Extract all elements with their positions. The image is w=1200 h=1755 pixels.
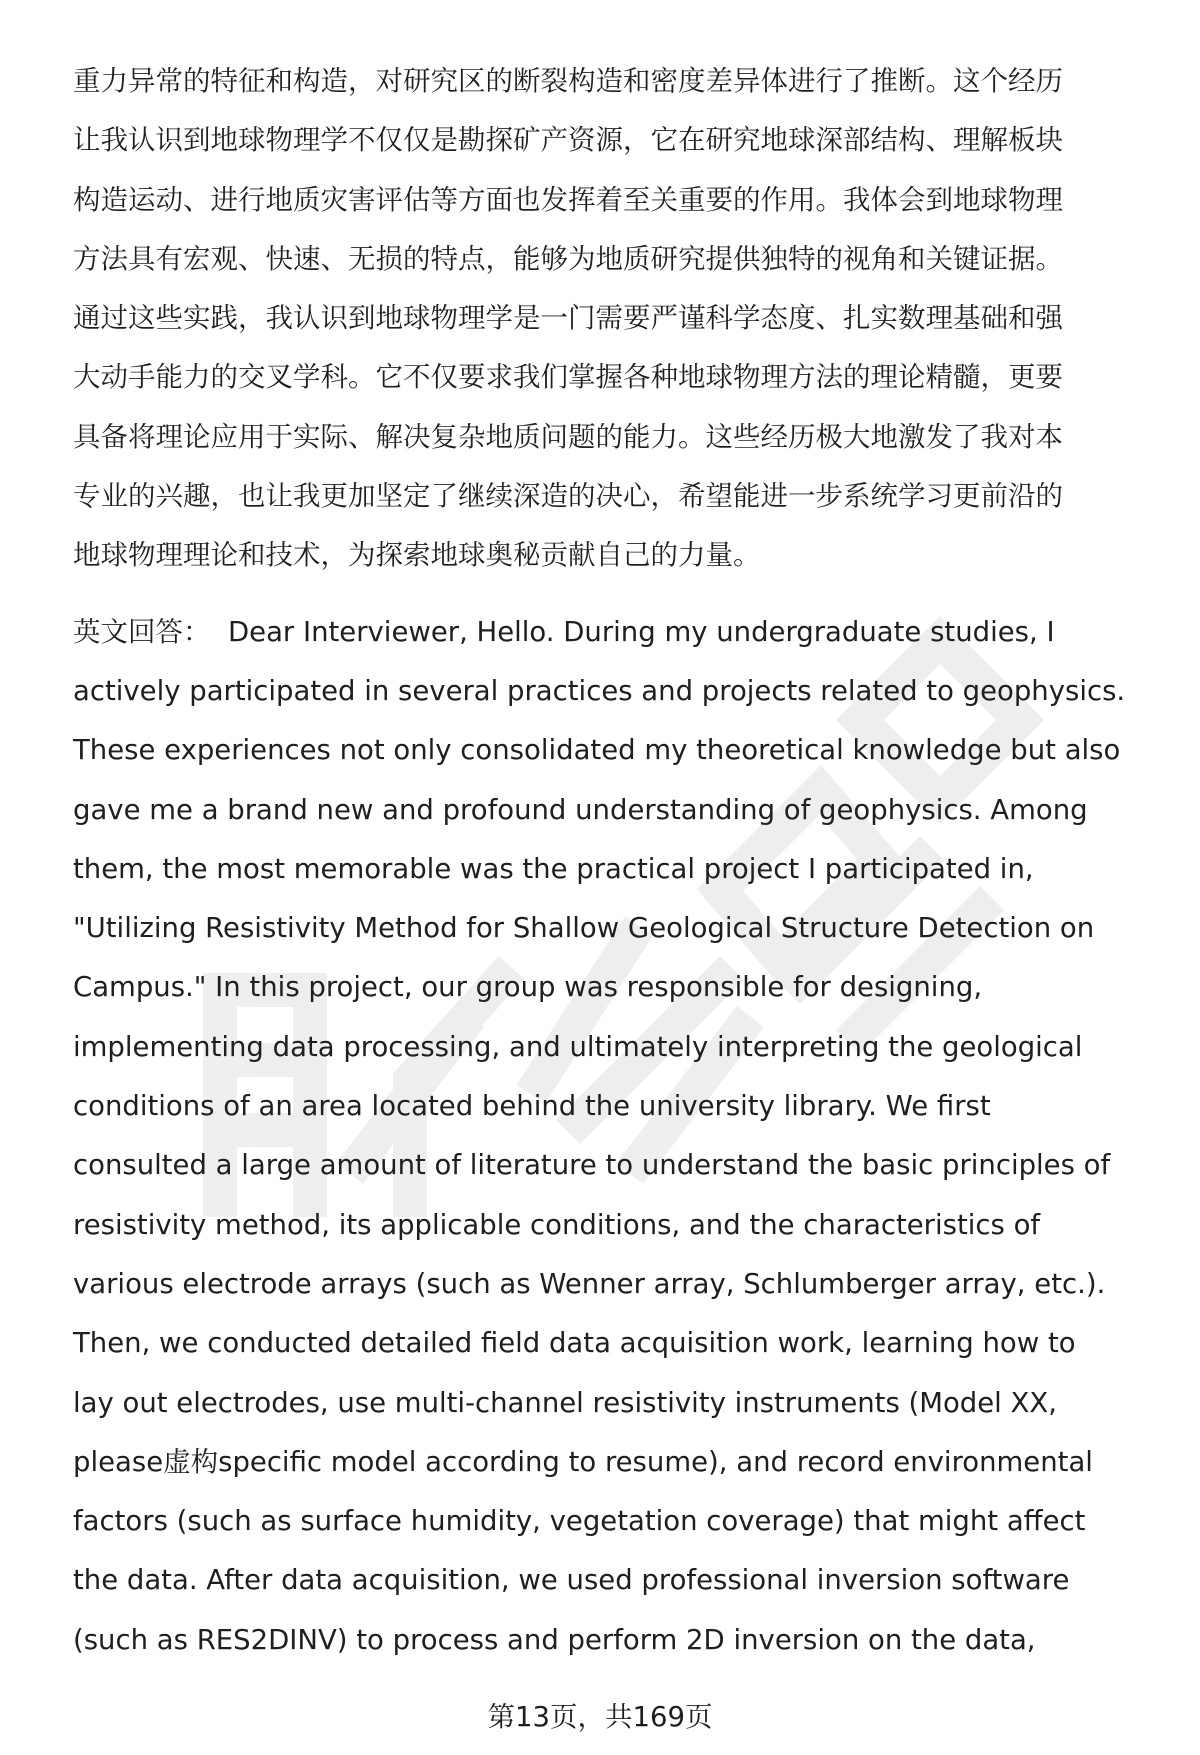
document-body [73, 52, 1153, 1670]
text-line: the data. After data acquisition, we used professional inversion software [73, 1564, 1070, 1597]
text-line: various electrode arrays (such as Wenner array, Schlumberger array, etc.). [73, 1267, 1106, 1300]
page-number-footer: 第13页，共169页 [487, 1701, 713, 1733]
text-line: gave me a brand new and profound understanding of geophysics. Among [73, 793, 1088, 826]
text-line: These experiences not only consolidated my theoretical knowledge but also [73, 734, 1121, 767]
text-line: 大动手能力的交叉学科。它不仅要求我们掌握各种地球物理方法的理论精髓，更要 [73, 361, 1063, 394]
text-line: factors (such as surface humidity, vegetation coverage) that might affect [73, 1505, 1086, 1538]
text-line: lay out electrodes, use multi-channel resistivity instruments (Model XX, [73, 1386, 1057, 1419]
text-line: Campus." In this project, our group was responsible for designing, [73, 971, 983, 1004]
text-line: 构造运动、进行地质灾害评估等方面也发挥着至关重要的作用。我体会到地球物理 [73, 183, 1063, 216]
text-line: 专业的兴趣，也让我更加坚定了继续深造的决心，希望能进一步系统学习更前沿的 [73, 480, 1063, 513]
text-line: 重力异常的特征和构造，对研究区的断裂构造和密度差异体进行了推断。这个经历 [73, 65, 1063, 97]
text-line: 地球物理理论和技术，为探索地球奥秘贡献自己的力量。 [73, 539, 761, 572]
text-line: conditions of an area located behind the university library. We first [73, 1090, 991, 1123]
text-line: them, the most memorable was the practical project I participated in, [73, 852, 1034, 885]
english-answer-paragraph [73, 603, 1153, 1670]
text-line: (such as RES2DINV) to process and perform 2D inversion on the data, [73, 1623, 1036, 1656]
text-line: 通过这些实践，我认识到地球物理学是一门需要严谨科学态度、扎实数理基础和强 [73, 302, 1063, 335]
text-line: 具备将理论应用于实际、解决复杂地质问题的能力。这些经历极大地激发了我对本 [73, 420, 1063, 453]
text-line: resistivity method, its applicable conditions, and the characteristics of [73, 1208, 1041, 1241]
text-line: "Utilizing Resistivity Method for Shallow Geological Structure Detection on [73, 912, 1095, 945]
text-line: 英文回答： Dear Interviewer, Hello. During my undergraduate studies, I [73, 615, 1055, 648]
text-line: 让我认识到地球物理学不仅仅是勘探矿产资源，它在研究地球深部结构、理解板块 [73, 124, 1063, 157]
chinese-paragraph [73, 52, 1153, 586]
text-line: please虚构specific model according to resume), and record environmental [73, 1445, 1093, 1478]
text-line: consulted a large amount of literature to understand the basic principles of [73, 1149, 1111, 1182]
text-line: 方法具有宏观、快速、无损的特点，能够为地质研究提供独特的视角和关键证据。 [73, 242, 1063, 275]
text-line: Then, we conducted detailed field data acquisition work, learning how to [73, 1327, 1076, 1360]
text-line: implementing data processing, and ultimately interpreting the geological [73, 1030, 1083, 1063]
text-line: actively participated in several practices and projects related to geophysics. [73, 674, 1126, 707]
